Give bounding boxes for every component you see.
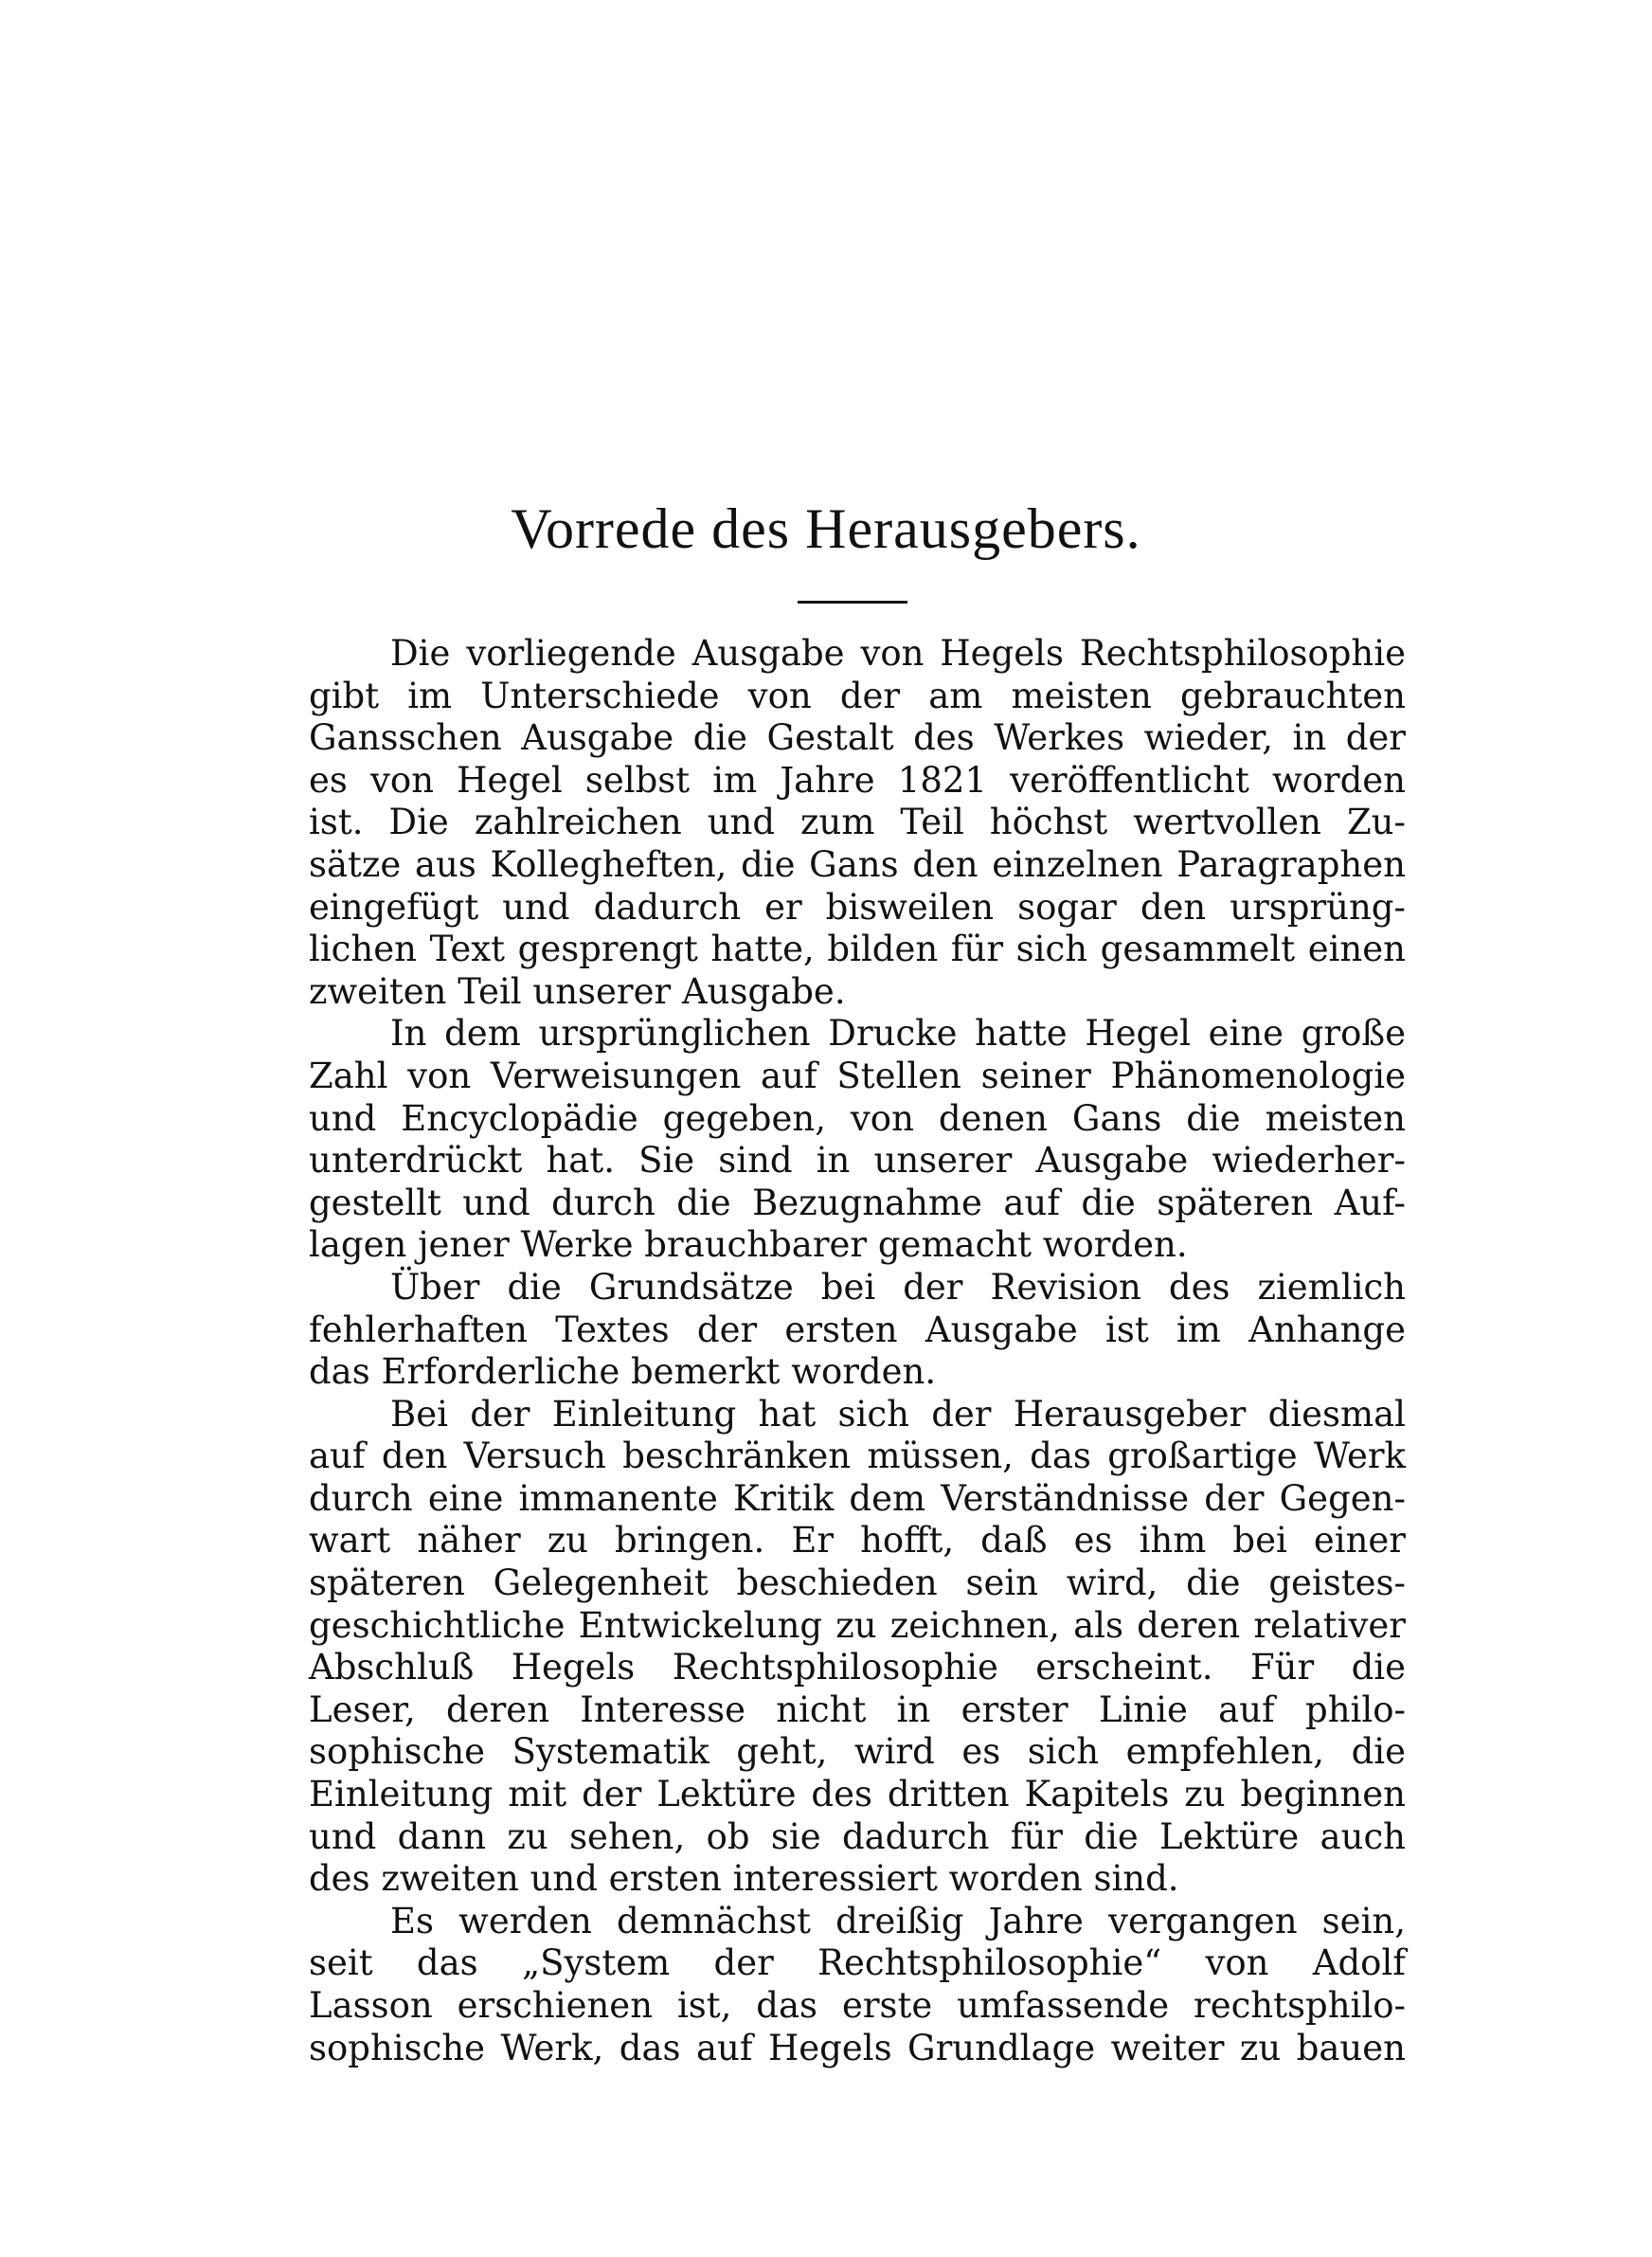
text-line: und Encyclopädie gegeben, von denen Gans die meisten bbox=[309, 1097, 1406, 1139]
text-line: durch eine immanente Kritik dem Verständnisse der Gegen- bbox=[309, 1477, 1406, 1519]
text-line: In dem ursprünglichen Drucke hatte Hegel eine große bbox=[390, 1013, 1406, 1055]
page-title: Vorrede des Herausgebers. bbox=[511, 497, 1141, 560]
text-line: seit das „System der Rechtsphilosophie“ von Adolf bbox=[309, 1942, 1406, 1984]
text-line: Abschluß Hegels Rechtsphilosophie erscheint. Für die bbox=[309, 1647, 1406, 1688]
text-line: des zweiten und ersten interessiert worden sind. bbox=[309, 1858, 1179, 1900]
text-line: auf den Versuch beschränken müssen, das großartige Werk bbox=[309, 1435, 1406, 1477]
text-line: sätze aus Kollegheften, die Gans den einzelnen Paragraphen bbox=[309, 843, 1406, 885]
text-line: wart näher zu bringen. Er hofft, daß es ihm bei einer bbox=[309, 1520, 1406, 1562]
text-line: zweiten Teil unserer Ausgabe. bbox=[309, 970, 846, 1012]
title-divider bbox=[798, 601, 907, 604]
body-text bbox=[309, 633, 1406, 2069]
text-line: das Erforderliche bemerkt worden. bbox=[309, 1351, 937, 1393]
text-line: und dann zu sehen, ob sie dadurch für die Lektüre auch bbox=[309, 1815, 1406, 1857]
text-line: Gansschen Ausgabe die Gestalt des Werkes wieder, in der bbox=[309, 717, 1406, 759]
text-line: ist. Die zahlreichen und zum Teil höchst wertvollen Zu- bbox=[309, 802, 1406, 843]
text-line: Es werden demnächst dreißig Jahre vergangen sein, bbox=[390, 1900, 1406, 1941]
text-line: lichen Text gesprengt hatte, bilden für sich gesammelt einen bbox=[309, 929, 1406, 970]
text-line: sophische Systematik geht, wird es sich empfehlen, die bbox=[309, 1731, 1406, 1773]
text-line: fehlerhaften Textes der ersten Ausgabe ist im Anhange bbox=[309, 1309, 1406, 1350]
text-line: es von Hegel selbst im Jahre 1821 veröffentlicht worden bbox=[309, 759, 1406, 801]
text-line: gibt im Unterschiede von der am meisten gebrauchten bbox=[309, 675, 1406, 716]
text-line: eingefügt und dadurch er bisweilen sogar den ursprüng- bbox=[309, 886, 1406, 928]
text-line: Lasson erschienen ist, das erste umfassende rechtsphilo- bbox=[309, 1985, 1406, 2026]
text-line: Zahl von Verweisungen auf Stellen seiner Phänomenologie bbox=[309, 1055, 1406, 1096]
text-line: Einleitung mit der Lektüre des dritten Kapitels zu beginnen bbox=[309, 1774, 1406, 1815]
text-line: Leser, deren Interesse nicht in erster Linie auf philo- bbox=[309, 1688, 1406, 1730]
text-line: sophische Werk, das auf Hegels Grundlage weiter zu bauen bbox=[309, 2027, 1406, 2068]
text-line: gestellt und durch die Bezugnahme auf die späteren Auf- bbox=[309, 1182, 1406, 1223]
text-line: Die vorliegende Ausgabe von Hegels Rechtsphilosophie bbox=[390, 633, 1406, 674]
text-line: lagen jener Werke brauchbarer gemacht worden. bbox=[309, 1224, 1188, 1266]
text-line: geschichtliche Entwickelung zu zeichnen, als deren relativer bbox=[309, 1604, 1406, 1646]
text-line: unterdrückt hat. Sie sind in unserer Ausgabe wiederher- bbox=[309, 1140, 1406, 1182]
text-line: Bei der Einleitung hat sich der Herausgeber diesmal bbox=[390, 1393, 1406, 1435]
text-line: Über die Grundsätze bei der Revision des ziemlich bbox=[390, 1266, 1406, 1308]
text-line: späteren Gelegenheit beschieden sein wird, die geistes- bbox=[309, 1562, 1406, 1604]
